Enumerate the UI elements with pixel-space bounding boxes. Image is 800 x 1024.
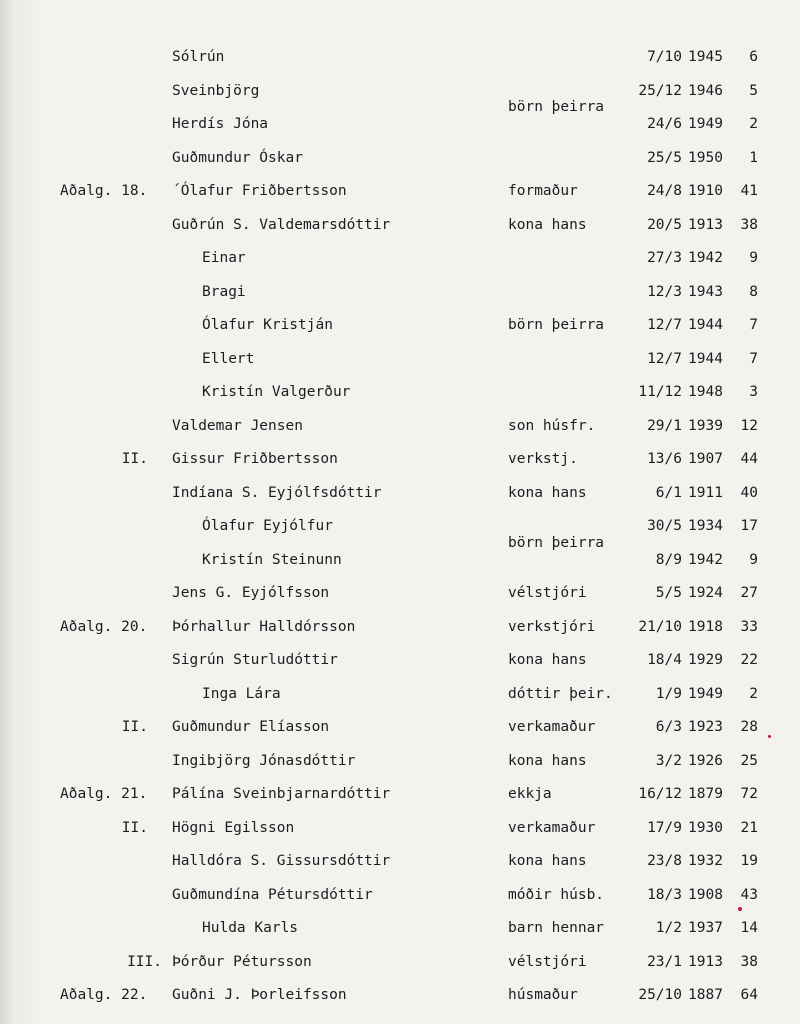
birth-day-month: 23/8 xyxy=(647,853,682,869)
birth-day-month: 24/8 xyxy=(647,183,682,199)
birth-day-month: 6/1 xyxy=(655,484,682,501)
register-row xyxy=(0,182,800,215)
ink-mark xyxy=(738,907,742,911)
register-row xyxy=(0,216,800,249)
birth-year: 1930 xyxy=(688,819,723,836)
address-label: III. xyxy=(127,953,162,970)
relation-label: ekkja xyxy=(508,786,552,802)
address-label: II. xyxy=(121,719,148,735)
birth-year: 1934 xyxy=(688,518,723,534)
birth-year: 1948 xyxy=(688,384,723,400)
address-label: II. xyxy=(121,451,148,467)
birth-day-month: 17/9 xyxy=(647,819,682,836)
register-row xyxy=(0,886,800,919)
age-value: 33 xyxy=(740,618,758,635)
relation-label: barn hennar xyxy=(508,920,605,936)
register-row xyxy=(0,450,800,483)
register-row xyxy=(0,584,800,617)
age-value: 7 xyxy=(749,350,758,367)
relation-label: börn þeirra xyxy=(508,317,605,333)
register-row xyxy=(0,819,800,852)
birth-year: 1879 xyxy=(688,786,723,802)
age-value: 2 xyxy=(749,685,758,702)
person-name: Guðrún S. Valdemarsdóttir xyxy=(172,216,391,233)
age-value: 41 xyxy=(740,183,758,199)
register-row xyxy=(0,283,800,316)
birth-day-month: 25/5 xyxy=(647,149,682,166)
person-name: Guðmundína Pétursdóttir xyxy=(172,886,373,903)
person-name: Herdís Jóna xyxy=(172,116,269,132)
birth-day-month: 21/10 xyxy=(638,618,682,635)
age-value: 8 xyxy=(749,283,758,300)
age-value: 28 xyxy=(740,719,758,735)
birth-day-month: 18/4 xyxy=(647,652,682,668)
register-row xyxy=(0,484,800,517)
register-row xyxy=(0,417,800,450)
person-name: Gissur Friðbertsson xyxy=(172,451,338,467)
birth-year: 1924 xyxy=(688,585,723,601)
birth-year: 1944 xyxy=(688,350,723,367)
birth-year: 1923 xyxy=(688,719,723,735)
person-name: Högni Egilsson xyxy=(172,819,295,836)
register-row xyxy=(0,82,800,115)
address-label: Aðalg. 22. xyxy=(60,987,148,1003)
register-row xyxy=(0,551,800,584)
age-value: 17 xyxy=(740,518,758,534)
age-value: 19 xyxy=(740,853,758,869)
birth-year: 1937 xyxy=(688,920,723,936)
register-row xyxy=(0,618,800,651)
age-value: 22 xyxy=(740,652,758,668)
birth-day-month: 30/5 xyxy=(647,518,682,534)
birth-year: 1910 xyxy=(688,183,723,199)
register-row xyxy=(0,718,800,751)
register-row xyxy=(0,316,800,349)
birth-day-month: 23/1 xyxy=(647,953,682,970)
birth-day-month: 16/12 xyxy=(638,786,682,802)
person-name: Guðmundur Óskar xyxy=(172,149,303,166)
register-row xyxy=(0,651,800,684)
register-row xyxy=(0,919,800,952)
relation-label: verkstj. xyxy=(508,451,578,467)
age-value: 64 xyxy=(740,987,758,1003)
birth-day-month: 20/5 xyxy=(647,216,682,233)
birth-day-month: 25/12 xyxy=(638,82,682,99)
birth-year: 1949 xyxy=(688,685,723,702)
age-value: 1 xyxy=(749,149,758,166)
person-name: Sveinbjörg xyxy=(172,82,260,99)
relation-label: kona hans xyxy=(508,216,587,233)
birth-year: 1908 xyxy=(688,886,723,903)
birth-day-month: 12/7 xyxy=(647,317,682,333)
birth-day-month: 5/5 xyxy=(655,585,682,601)
birth-day-month: 1/2 xyxy=(655,920,682,936)
person-name: Kristín Steinunn xyxy=(202,551,342,568)
person-name: Inga Lára xyxy=(202,685,281,702)
person-name: Bragi xyxy=(202,283,246,300)
person-name: Þórður Pétursson xyxy=(172,953,312,970)
person-name: Guðmundur Elíasson xyxy=(172,719,330,735)
birth-day-month: 1/9 xyxy=(655,685,682,702)
birth-year: 1945 xyxy=(688,49,723,65)
birth-year: 1913 xyxy=(688,953,723,970)
register-row xyxy=(0,852,800,885)
birth-year: 1946 xyxy=(688,82,723,99)
relation-label: verkamaður xyxy=(508,719,596,735)
age-value: 9 xyxy=(749,250,758,266)
relation-label: móðir húsb. xyxy=(508,886,605,903)
address-label: Aðalg. 21. xyxy=(60,786,148,802)
address-label: Aðalg. 20. xyxy=(60,618,148,635)
person-name: Ellert xyxy=(202,350,255,367)
birth-year: 1942 xyxy=(688,250,723,266)
register-row xyxy=(0,685,800,718)
age-value: 38 xyxy=(740,216,758,233)
relation-label: kona hans xyxy=(508,752,587,769)
age-value: 25 xyxy=(740,752,758,769)
birth-year: 1913 xyxy=(688,216,723,233)
birth-day-month: 6/3 xyxy=(655,719,682,735)
birth-year: 1907 xyxy=(688,451,723,467)
birth-day-month: 13/6 xyxy=(647,451,682,467)
relation-label: kona hans xyxy=(508,853,587,869)
age-value: 2 xyxy=(749,116,758,132)
birth-day-month: 3/2 xyxy=(655,752,682,769)
age-value: 44 xyxy=(740,451,758,467)
register-row xyxy=(0,350,800,383)
birth-year: 1942 xyxy=(688,551,723,568)
register-row xyxy=(0,48,800,81)
birth-year: 1943 xyxy=(688,283,723,300)
relation-label: vélstjóri xyxy=(508,953,587,970)
person-name: ´Ólafur Friðbertsson xyxy=(172,183,347,199)
age-value: 38 xyxy=(740,953,758,970)
person-name: Kristín Valgerður xyxy=(202,384,351,400)
ink-mark xyxy=(768,735,771,738)
register-row xyxy=(0,149,800,182)
age-value: 27 xyxy=(740,585,758,601)
birth-year: 1950 xyxy=(688,149,723,166)
relation-label: kona hans xyxy=(508,484,587,501)
person-name: Þórhallur Halldórsson xyxy=(172,618,356,635)
age-value: 21 xyxy=(740,819,758,836)
address-label: Aðalg. 18. xyxy=(60,183,148,199)
birth-year: 1932 xyxy=(688,853,723,869)
relation-label: kona hans xyxy=(508,652,587,668)
age-value: 12 xyxy=(740,417,758,434)
person-name: Guðni J. Þorleifsson xyxy=(172,987,347,1003)
age-value: 9 xyxy=(749,551,758,568)
birth-day-month: 12/3 xyxy=(647,283,682,300)
register-row xyxy=(0,115,800,148)
person-name: Halldóra S. Gissursdóttir xyxy=(172,853,391,869)
person-name: Ólafur Kristján xyxy=(202,317,333,333)
register-row xyxy=(0,383,800,416)
person-name: Hulda Karls xyxy=(202,920,299,936)
register-row xyxy=(0,953,800,986)
birth-year: 1949 xyxy=(688,116,723,132)
person-name: Sólrún xyxy=(172,49,225,65)
age-value: 72 xyxy=(740,786,758,802)
birth-year: 1918 xyxy=(688,618,723,635)
age-value: 3 xyxy=(749,384,758,400)
register-row xyxy=(0,249,800,282)
children-group-label: börn þeirra xyxy=(508,534,605,551)
age-value: 14 xyxy=(740,920,758,936)
relation-label: verkstjóri xyxy=(508,618,596,635)
relation-label: formaður xyxy=(508,183,578,199)
birth-year: 1887 xyxy=(688,987,723,1003)
register-row xyxy=(0,517,800,550)
register-row xyxy=(0,986,800,1019)
birth-day-month: 29/1 xyxy=(647,417,682,434)
person-name: Pálína Sveinbjarnardóttir xyxy=(172,786,391,802)
birth-day-month: 18/3 xyxy=(647,886,682,903)
birth-day-month: 11/12 xyxy=(638,384,682,400)
person-name: Valdemar Jensen xyxy=(172,417,303,434)
age-value: 43 xyxy=(740,886,758,903)
register-row xyxy=(0,785,800,818)
birth-year: 1929 xyxy=(688,652,723,668)
age-value: 6 xyxy=(749,49,758,65)
person-name: Einar xyxy=(202,250,246,266)
person-name: Sigrún Sturludóttir xyxy=(172,652,338,668)
birth-day-month: 27/3 xyxy=(647,250,682,266)
relation-label: son húsfr. xyxy=(508,417,596,434)
children-group-label: börn þeirra xyxy=(508,99,605,116)
person-name: Ingibjörg Jónasdóttir xyxy=(172,752,356,769)
relation-label: verkamaður xyxy=(508,819,596,836)
address-label: II. xyxy=(121,819,148,836)
person-name: Indíana S. Eyjólfsdóttir xyxy=(172,484,382,501)
person-name: Ólafur Eyjólfur xyxy=(202,518,333,534)
relation-label: húsmaður xyxy=(508,987,578,1003)
birth-day-month: 12/7 xyxy=(647,350,682,367)
birth-day-month: 24/6 xyxy=(647,116,682,132)
relation-label: vélstjóri xyxy=(508,585,587,601)
age-value: 5 xyxy=(749,82,758,99)
birth-day-month: 8/9 xyxy=(655,551,682,568)
age-value: 7 xyxy=(749,317,758,333)
birth-year: 1926 xyxy=(688,752,723,769)
person-name: Jens G. Eyjólfsson xyxy=(172,585,330,601)
birth-year: 1939 xyxy=(688,417,723,434)
age-value: 40 xyxy=(740,484,758,501)
register-row xyxy=(0,752,800,785)
birth-day-month: 25/10 xyxy=(638,987,682,1003)
birth-year: 1944 xyxy=(688,317,723,333)
birth-year: 1911 xyxy=(688,484,723,501)
relation-label: dóttir þeir. xyxy=(508,685,613,702)
birth-day-month: 7/10 xyxy=(647,49,682,65)
